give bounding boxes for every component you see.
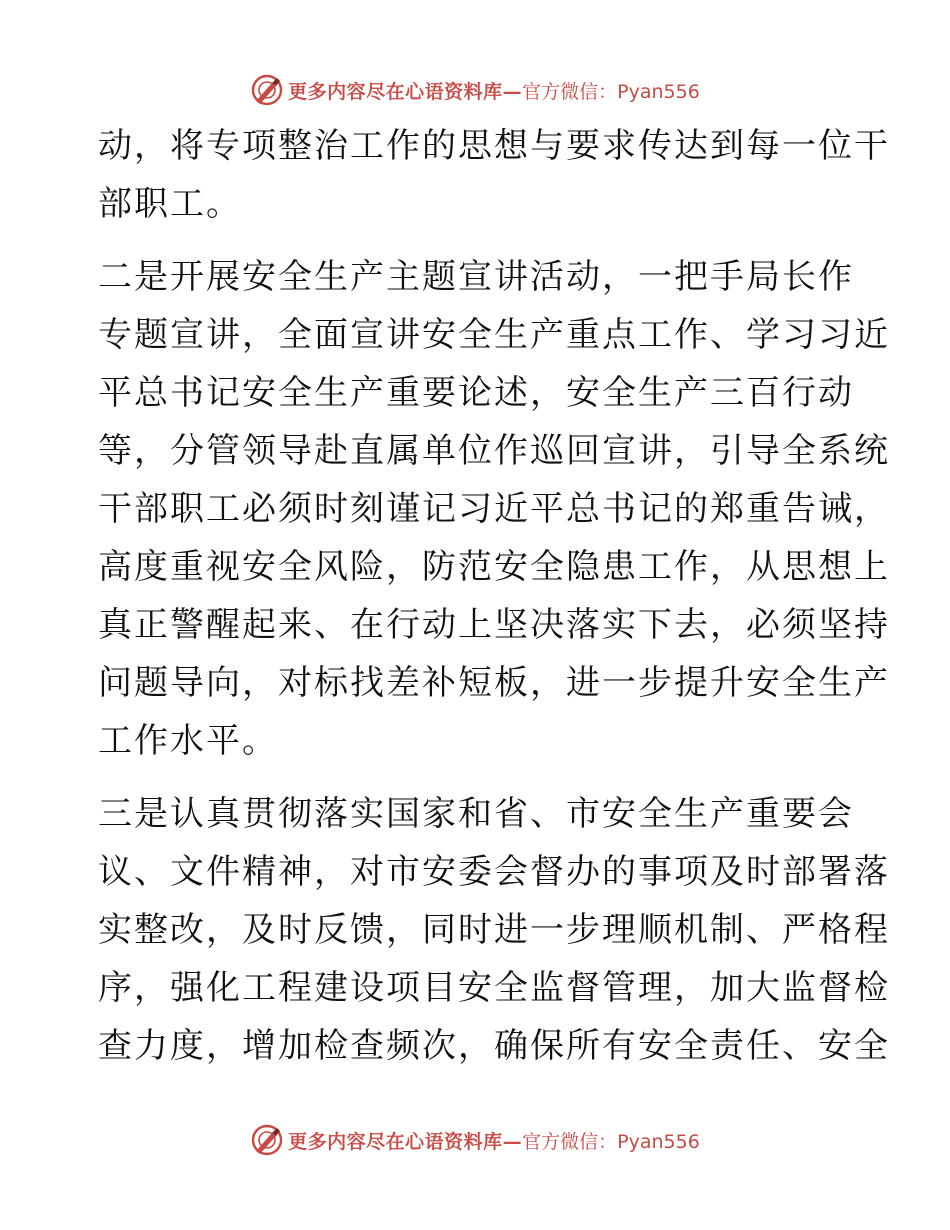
- text-line: 议、文件精神，对市安委会督办的事项及时部署落: [98, 852, 890, 892]
- text-line: 干部职工必须时刻谨记习近平总书记的郑重告诫，: [98, 489, 890, 529]
- text-line: 等，分管领导赴直属单位作巡回宣讲，引导全系统: [98, 431, 890, 471]
- text-line: 部职工。: [98, 184, 242, 224]
- footer-banner-text: 更多内容尽在心语资料库—: [288, 1130, 523, 1153]
- footer-banner-wechat: 官方微信：Pyan556: [522, 1130, 700, 1153]
- header-banner-wechat: 官方微信：Pyan556: [522, 80, 700, 103]
- text-line: 问题导向，对标找差补短板，进一步提升安全生产: [98, 663, 890, 703]
- text-line: 查力度，增加检查频次，确保所有安全责任、安全: [98, 1026, 890, 1066]
- header-banner-text: 更多内容尽在心语资料库—: [288, 80, 523, 103]
- text-line: 真正警醒起来、在行动上坚决落实下去，必须坚持: [98, 605, 890, 645]
- pen-logo-icon: [250, 1123, 284, 1157]
- footer-watermark-banner: [0, 1120, 950, 1160]
- text-line: 平总书记安全生产重要论述，安全生产三百行动: [98, 373, 854, 413]
- text-line: 二是开展安全生产主题宣讲活动，一把手局长作: [98, 257, 854, 297]
- text-line: 工作水平。: [98, 721, 278, 761]
- text-line: 实整改，及时反馈，同时进一步理顺机制、严格程: [98, 910, 890, 950]
- text-line: 序，强化工程建设项目安全监督管理，加大监督检: [98, 968, 890, 1008]
- text-line: 高度重视安全风险，防范安全隐患工作，从思想上: [98, 547, 890, 587]
- text-line: 专题宣讲，全面宣讲安全生产重点工作、学习习近: [98, 315, 890, 355]
- paragraph-2: [98, 248, 890, 770]
- document-body: [98, 117, 890, 1075]
- text-line: 动，将专项整治工作的思想与要求传达到每一位干: [98, 126, 890, 166]
- text-line: 三是认真贯彻落实国家和省、市安全生产重要会: [98, 794, 854, 834]
- paragraph-3: [98, 785, 890, 1075]
- header-watermark-banner: [0, 70, 950, 110]
- pen-logo-icon: [250, 73, 284, 107]
- paragraph-1: [98, 117, 890, 233]
